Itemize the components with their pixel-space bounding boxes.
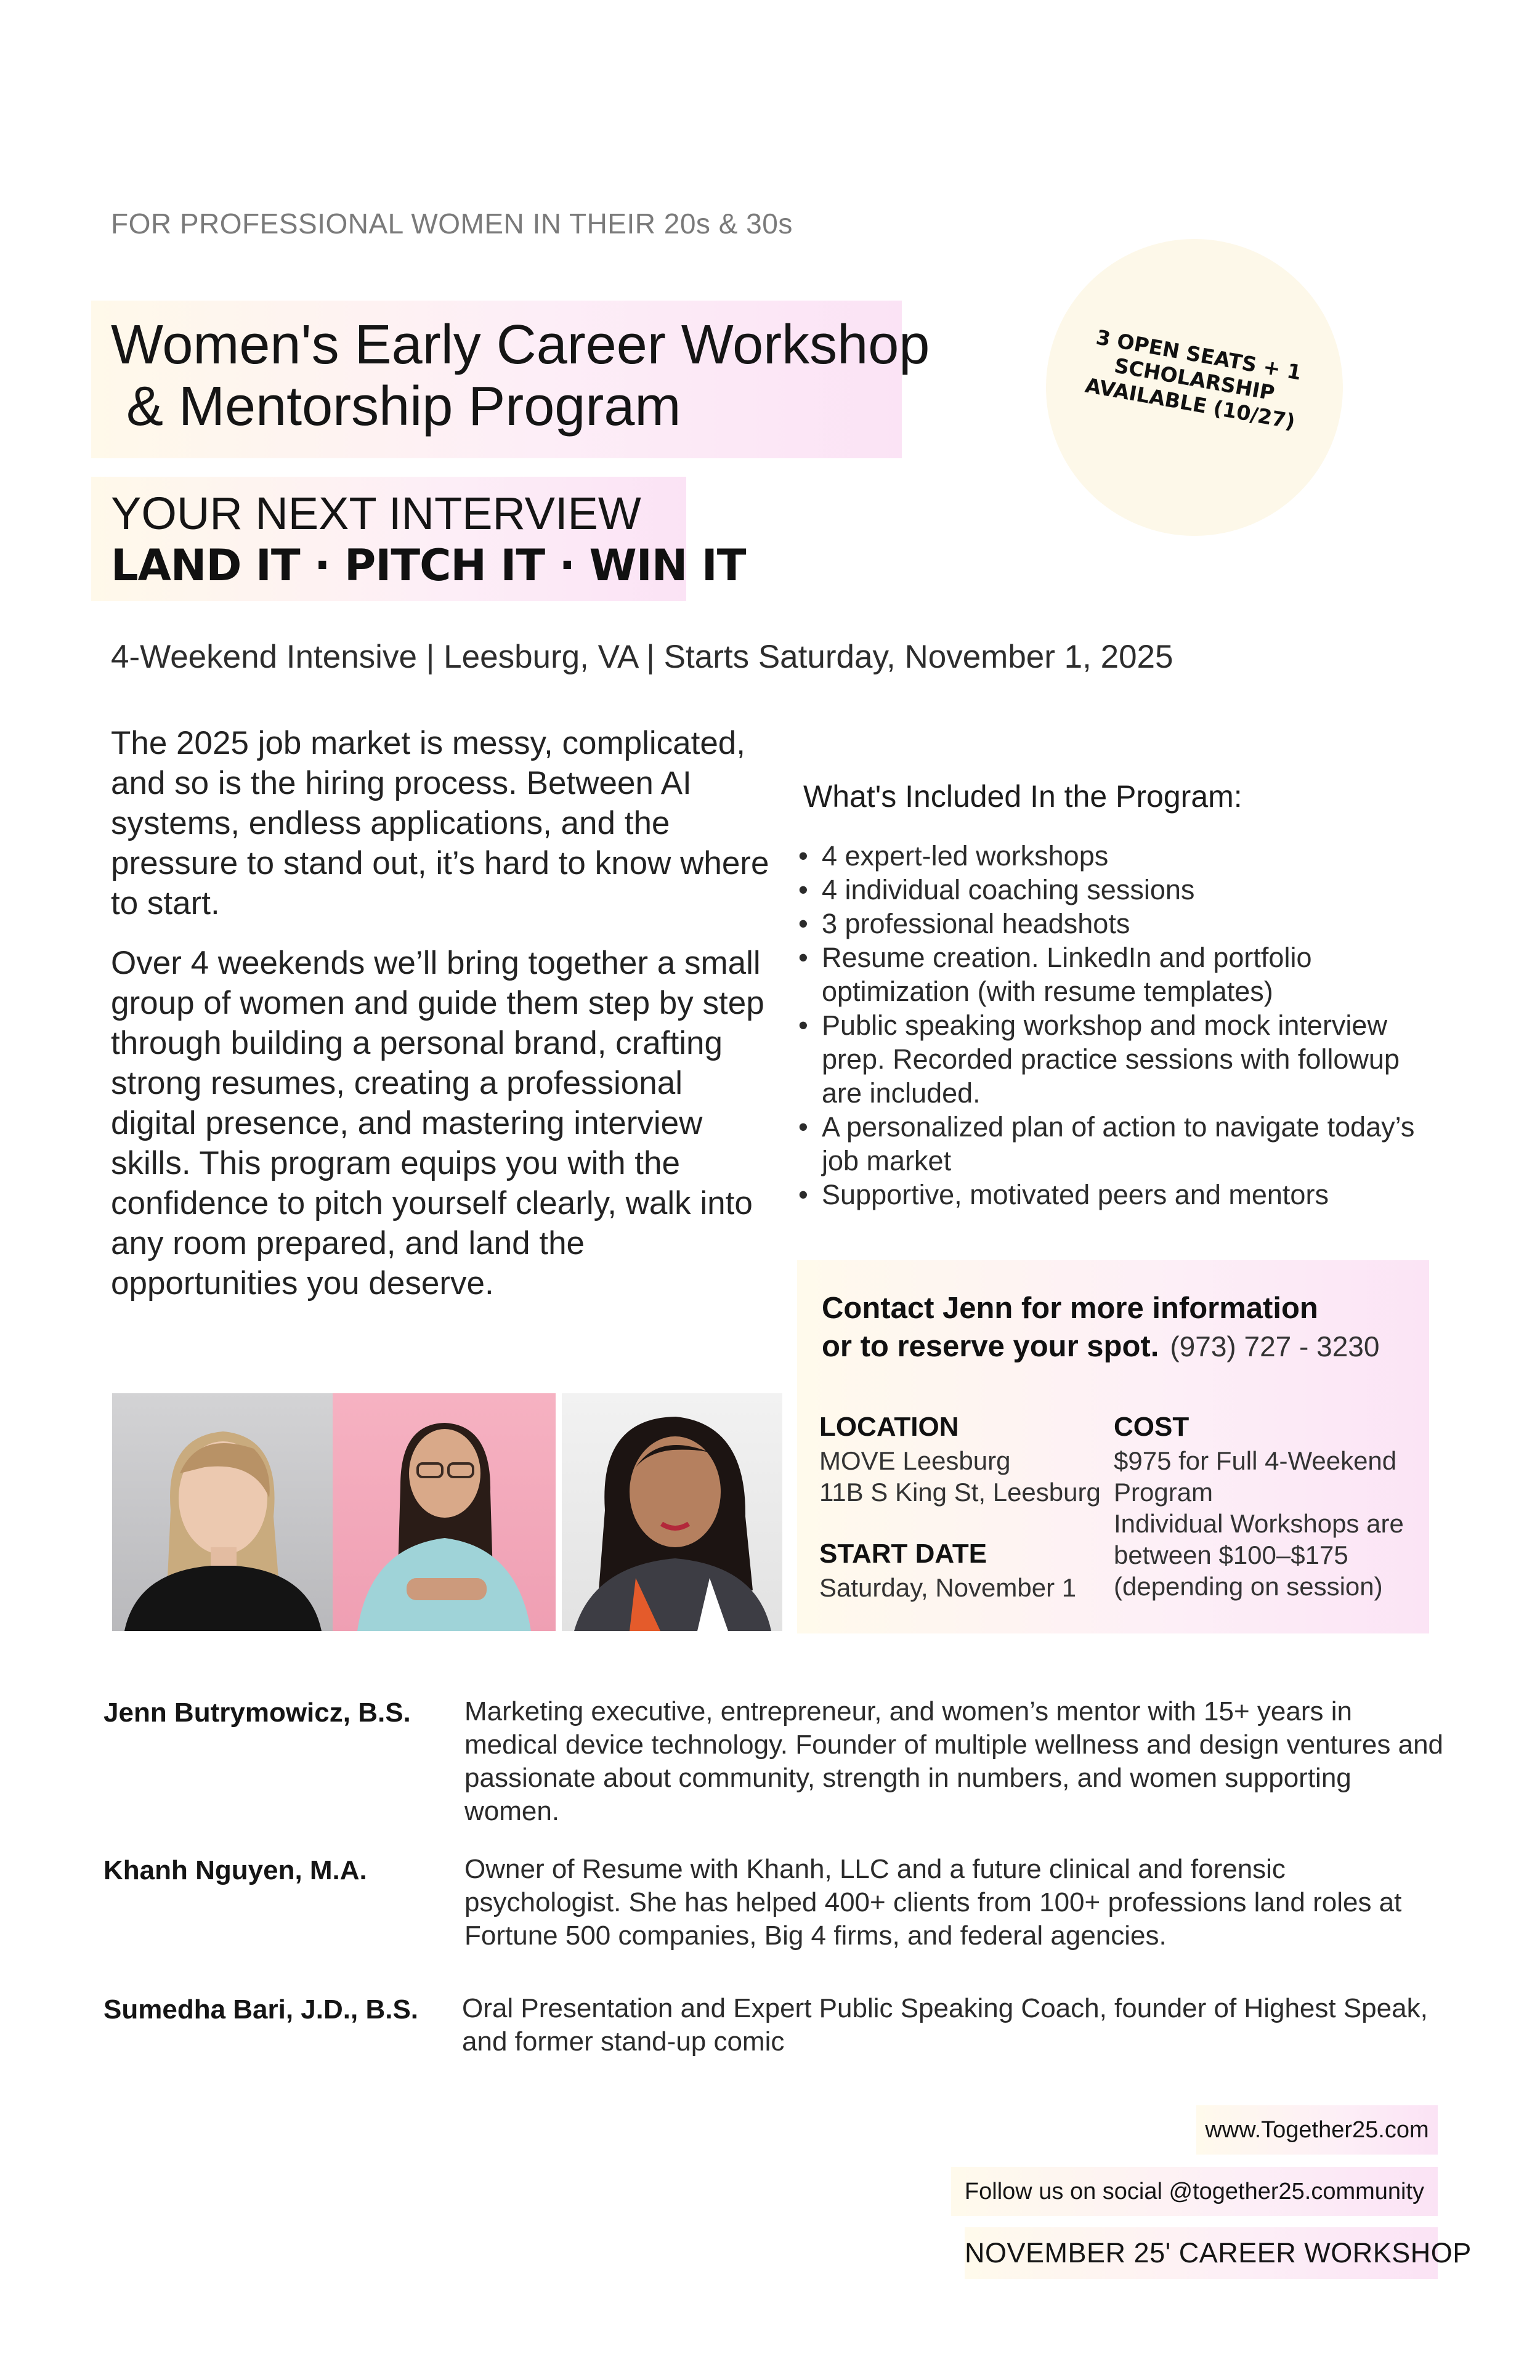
workshop-tag: NOVEMBER 25' CAREER WORKSHOP: [965, 2227, 1438, 2279]
bio-text-sumedha: Oral Presentation and Expert Public Speaking Coach, founder of Highest Speak, and former stand-up comic: [462, 1993, 1428, 2057]
seats-badge: [1046, 239, 1343, 536]
included-item: • 4 expert-led workshops: [797, 839, 1438, 873]
website-link[interactable]: www.Together25.com: [1196, 2105, 1438, 2155]
portrait-jenn-image: [112, 1393, 333, 1631]
bio-name-khanh: Khanh Nguyen, M.A.: [103, 1855, 367, 1885]
portrait-sumedha-image: [562, 1393, 782, 1631]
page-title: [111, 314, 930, 437]
included-title: What's Included In the Program:: [803, 779, 1242, 814]
audience-kicker: FOR PROFESSIONAL WOMEN IN THEIR 20s & 30s: [111, 208, 793, 240]
cost-label: COST: [1114, 1412, 1189, 1442]
location-label: LOCATION: [819, 1412, 959, 1442]
contact-heading-line-2-text: or to reserve your spot.: [822, 1330, 1159, 1363]
included-item: • A personalized plan of action to navigate today’s job market: [797, 1110, 1438, 1178]
contact-box: [797, 1260, 1429, 1633]
photo-khanh: [333, 1393, 556, 1631]
bio-name-sumedha: Sumedha Bari, J.D., B.S.: [103, 1994, 419, 2025]
description-paragraph-2: Over 4 weekends we’ll bring together a small group of women and guide them step by step through building a personal brand, crafting strong resumes, creating a professional digital presence, and mastering interview skills. This program equips you with the confidence to pitch yourself clearly, walk into any room prepared, and land the opportunities you deserve.: [111, 945, 764, 1301]
bio-text-khanh: Owner of Resume with Khanh, LLC and a future clinical and forensic psychologist. She has helped 400+ clients from 100+ professions land roles at Fortune 500 companies, Big 4 firms, and federal agencies.: [464, 1854, 1402, 1951]
included-item: • Supportive, motivated peers and mentors: [797, 1178, 1438, 1212]
included-item: • 4 individual coaching sessions: [797, 873, 1438, 907]
location-venue: MOVE Leesburg: [819, 1446, 1011, 1475]
portrait-khanh-image: [333, 1393, 556, 1631]
start-date-label: START DATE: [819, 1539, 987, 1569]
title-line-1: Women's Early Career Workshop: [111, 314, 930, 376]
headline-line-1: YOUR NEXT INTERVIEW: [111, 488, 641, 539]
bio-name-jenn: Jenn Butrymowicz, B.S.: [103, 1698, 411, 1728]
seats-badge-text: 3 OPEN SEATS + 1 SCHOLARSHIP AVAILABLE (10/27): [1083, 325, 1303, 434]
headline-line-2: LAND IT · PITCH IT · WIN IT: [111, 540, 746, 591]
photo-sumedha: [562, 1393, 782, 1631]
start-date-value: Saturday, November 1: [819, 1573, 1077, 1602]
included-list: [797, 839, 1438, 1212]
contact-heading-line-2: [822, 1329, 1379, 1364]
contact-phone[interactable]: (973) 727 - 3230: [1170, 1330, 1380, 1362]
headline-box: [91, 477, 746, 601]
title-box: [91, 301, 930, 458]
program-subhead: 4-Weekend Intensive | Leesburg, VA | Starts Saturday, November 1, 2025: [111, 639, 1173, 675]
included-item: • Public speaking workshop and mock interview prep. Recorded practice sessions with followup are included.: [797, 1008, 1438, 1110]
description-paragraph-1: The 2025 job market is messy, complicated, and so is the hiring process. Between AI systems, endless applications, and the pressure to stand out, it’s hard to know where to start.: [111, 725, 769, 921]
cost-value: $975 for Full 4-Weekend Program Individual Workshops are between $100–$175 (depending on session): [1114, 1446, 1404, 1601]
contact-heading-line-1: Contact Jenn for more information: [822, 1292, 1318, 1325]
bio-text-jenn: Marketing executive, entrepreneur, and women’s mentor with 15+ years in medical device technology. Founder of multiple wellness and design ventures and passionate about community, strength in numbers, and women supporting women.: [464, 1696, 1444, 1826]
program-description: [111, 723, 776, 1323]
included-item: • 3 professional headshots: [797, 907, 1438, 941]
location-value: [819, 1445, 1109, 1508]
included-item: • Resume creation. LinkedIn and portfolio optimization (with resume templates): [797, 941, 1438, 1008]
photo-jenn: [112, 1393, 333, 1631]
social-handle[interactable]: Follow us on social @together25.community: [951, 2167, 1438, 2216]
title-line-2: & Mentorship Program: [111, 376, 681, 437]
location-address: 11B S King St, Leesburg: [819, 1478, 1101, 1507]
